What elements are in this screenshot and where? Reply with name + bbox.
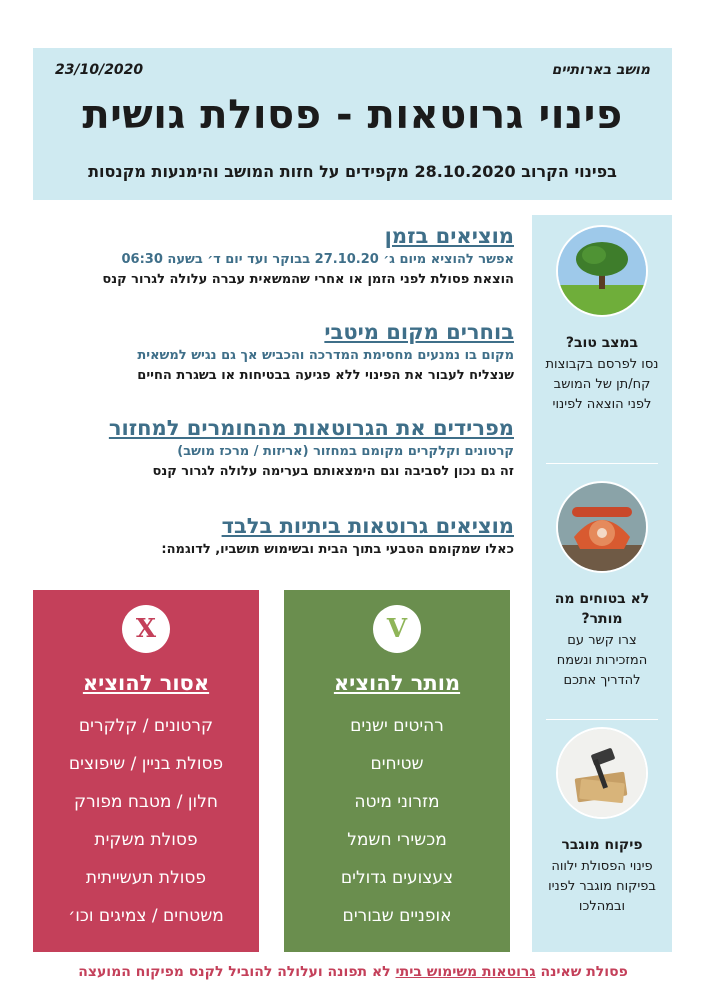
section-on-time bbox=[34, 222, 514, 290]
section-household-only bbox=[34, 512, 514, 560]
section-title: מוציאים גרוטאות ביתיות בלבד bbox=[221, 514, 514, 538]
telephone-photo-icon bbox=[556, 481, 648, 573]
list-item: פסולת בניין / שיפוצים bbox=[68, 754, 224, 774]
section-line: אפשר להוציא מיום ג׳ 27.10.20 בבוקר ועד יום ד׳ בשעה 06:30 bbox=[121, 252, 514, 267]
village-name: מושב בארותיים bbox=[551, 62, 650, 78]
gavel-money-photo-icon bbox=[556, 727, 648, 819]
list-item: משטחים / צמיגים וכו׳ bbox=[68, 906, 224, 926]
list-item: אופניים שבורים bbox=[342, 906, 452, 926]
sidebar-not-sure bbox=[532, 481, 672, 691]
forbidden-title: אסור להוציא bbox=[82, 671, 210, 695]
sidebar-good-condition bbox=[532, 225, 672, 415]
section-location bbox=[34, 318, 514, 386]
list-item: מזרוני מיטה bbox=[354, 792, 440, 812]
list-item: מכשירי חשמל bbox=[347, 830, 447, 850]
sidebar-text: צרו קשר עם המזכירות ונשמח להדריך אתכם bbox=[556, 633, 648, 688]
list-item: רהיטים ישנים bbox=[350, 716, 444, 736]
list-item: קרטונים / קלקרים bbox=[78, 716, 214, 736]
section-line: מקום בו נמנעים מחסימת המדרכה והכביש אך גם נגיש למשאית bbox=[137, 348, 514, 363]
page-title: פינוי גרוטאות - פסולת גושית bbox=[82, 92, 623, 138]
tree-photo-icon bbox=[556, 225, 648, 317]
section-line: הוצאת פסולת לפני הזמן או אחרי שהמשאית עברה עלולה לגרור קנס bbox=[102, 272, 514, 287]
list-item: צעצועים גדולים bbox=[340, 868, 454, 888]
allowed-list bbox=[284, 707, 510, 935]
list-item: פסולת משקית bbox=[94, 830, 198, 850]
checkmark-icon: V bbox=[373, 605, 421, 653]
list-item: חלון / מטבח מפורק bbox=[74, 792, 218, 812]
section-line: זה גם נכון לסביבה וגם הימצאותם בערימה עלולה לגרור קנס bbox=[152, 464, 514, 479]
allowed-title: מותר להוציא bbox=[333, 671, 461, 695]
x-mark-icon: X bbox=[122, 605, 170, 653]
sidebar-divider bbox=[546, 719, 658, 720]
allowed-panel bbox=[284, 590, 510, 952]
section-line: כאלו שמקומם הטבעי בתוך הבית ובשימוש תושביו, לדוגמה: bbox=[161, 542, 514, 557]
forbidden-panel bbox=[33, 590, 259, 952]
section-recycling bbox=[34, 414, 514, 482]
notice-date: 23/10/2020 bbox=[55, 62, 144, 78]
page-subtitle: בפינוי הקרוב 28.10.2020 מקפידים על חזות המושב והימנעות מקנסות bbox=[88, 162, 617, 181]
forbidden-list bbox=[33, 707, 259, 935]
sidebar-title: לא בטוחים מה מותר? bbox=[554, 591, 650, 627]
sidebar-title: פיקוח מוגבר bbox=[561, 837, 643, 853]
sidebar-divider bbox=[546, 463, 658, 464]
section-title: מפרידים את הגרוטאות מהחומרים למחזור bbox=[108, 416, 514, 440]
section-title: מוציאים בזמן bbox=[384, 224, 514, 248]
sidebar-enforcement bbox=[532, 727, 672, 917]
section-title: בוחרים מקום מיטבי bbox=[324, 320, 514, 344]
sidebar-text: פינוי הפסולת ילווה בפיקוח מוגבר לפניו ובמהלכו bbox=[548, 859, 656, 914]
sidebar-text: נסו לפרסם בקבוצות קח/תן של המושב לפני הוצאה לפינוי bbox=[545, 357, 659, 412]
section-line: שנצליח לעבור את הפינוי ללא פגיעה בבטיחות או בשגרת החיים bbox=[137, 368, 514, 383]
footer-emphasis: גרוטאות משימוש ביתי bbox=[395, 964, 536, 980]
header-banner bbox=[33, 48, 672, 200]
list-item: פסולת תעשייתית bbox=[85, 868, 207, 888]
footer-warning: פסולת שאינה גרוטאות משימוש ביתי לא תפונה ועלולה להוביל לקנס מפיקוח המועצה bbox=[78, 964, 628, 980]
list-item: שטיחים bbox=[370, 754, 424, 774]
section-line: קרטונים וקלקרים מקומם במחזור (אריזות / מרכז מושב) bbox=[177, 444, 514, 459]
sidebar-title: במצב טוב? bbox=[565, 335, 639, 351]
sidebar bbox=[532, 215, 672, 952]
